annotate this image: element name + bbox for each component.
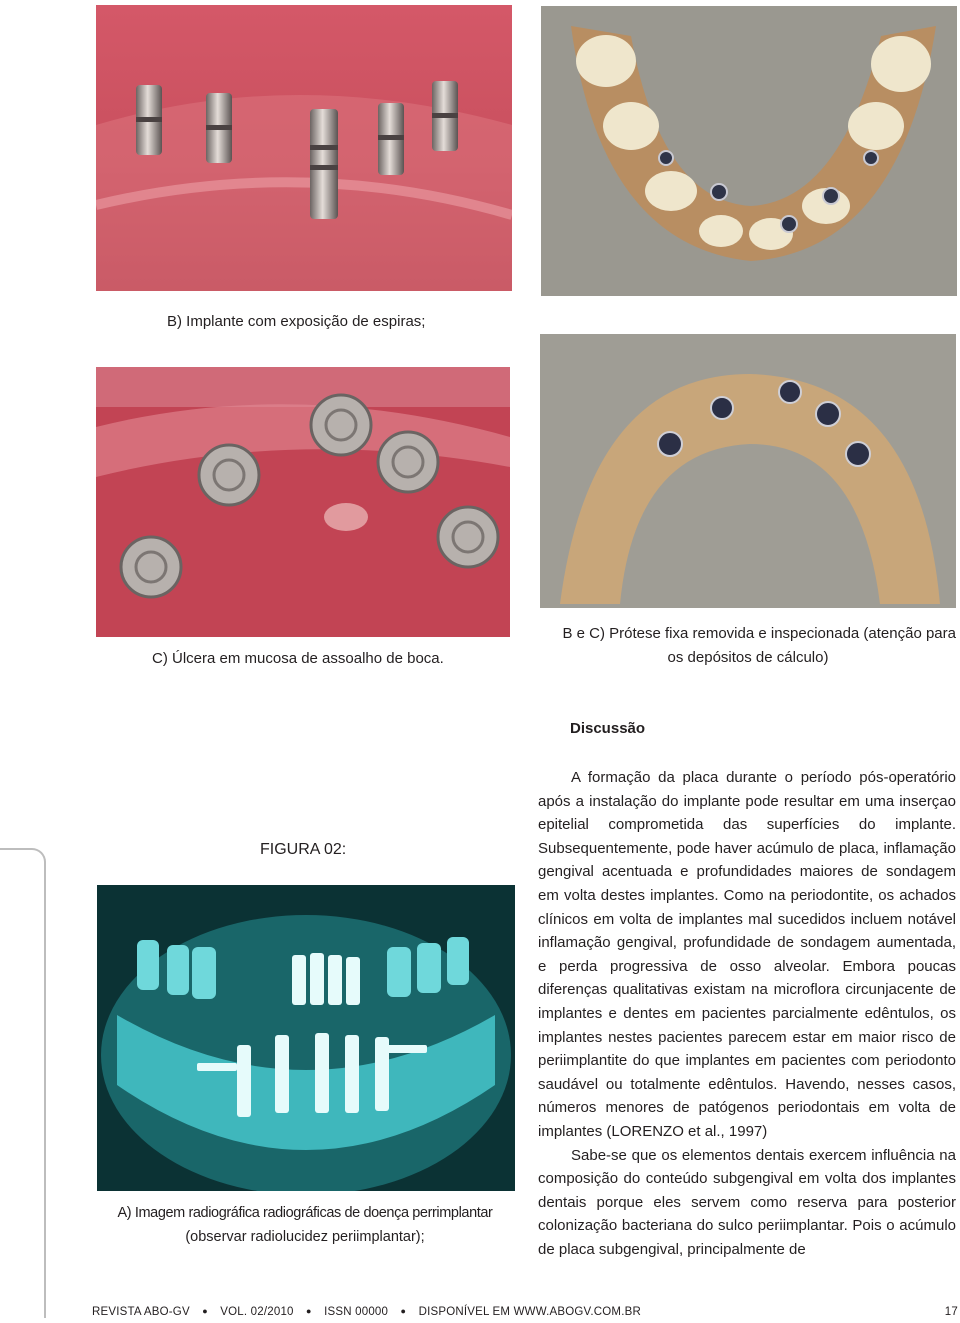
caption-a-radiograph-line2: (observar radiolucidez periimplantar);	[185, 1229, 425, 1245]
footer-available: DISPONÍVEL EM WWW.ABOGV.COM.BR	[418, 1306, 641, 1318]
photo-prosthesis-bottom	[540, 334, 956, 608]
photo-ulcer	[96, 367, 510, 637]
caption-bc-prosthesis-line2: os depósitos de cálculo)	[667, 649, 829, 666]
footer-volume: VOL. 02/2010	[220, 1306, 294, 1318]
footer-separator: ●	[306, 1306, 312, 1316]
footer-issn: ISSN 00000	[324, 1306, 389, 1318]
caption-bc-prosthesis-line1: B e C) Prótese fixa removida e inspecionada (atenção para	[562, 625, 956, 642]
discussion-paragraph-1: A formação da placa durante o período pós-operatório após a instalação do implante pode resultar em uma inserçao epitelial comprometida das superfícies do implante. Subsequentemente, pode haver acúmulo de placa, inflamação gengival acentuada e profundidades maiores de sondagem em volta destes implantes. Como na periodontite, os achados clínicos em volta de implantes mal sucedidos incluem notável inflamação gengival, profundidade de sondagem aumentada, e perda progressiva de osso alveolar. Embora poucas diferenças qualitativas existam na microflora circunjacente de implantes e dentes em pacientes parcialmente edêntulos, os implantes nestes pacientes parecem estar em maior risco de periimplantite do que implantes em pacientes com periodonto saudável ou totalmente edêntulos. Havendo, nesses casos, números menores de patógenos periodontais em volta de implantes (LORENZO et al., 1997)	[538, 769, 956, 1140]
page-number: 17	[944, 1306, 958, 1318]
section-heading: Discussão	[570, 720, 646, 737]
discussion-paragraph-2: Sabe-se que os elementos dentais exercem influência na composição do conteúdo subgengival em volta dos implantes dentais porque eles servem como reserva para posterior colonização bacteriana do sulco periimplantar. Pois o acúmulo de placa subgengival, principalmente de	[538, 1146, 956, 1258]
footer-separator: ●	[202, 1306, 208, 1316]
decorative-bracket	[0, 848, 46, 1318]
page-footer	[92, 1306, 958, 1322]
photo-implant-abutments	[96, 5, 512, 291]
footer-journal: REVISTA ABO-GV	[92, 1306, 190, 1318]
discussion-body	[538, 766, 956, 1261]
footer-separator: ●	[400, 1306, 407, 1316]
figure-title: FIGURA 02:	[260, 841, 347, 858]
caption-b-implant: B) Implante com exposição de espiras;	[167, 313, 426, 330]
photo-panoramic-radiograph	[97, 885, 515, 1191]
caption-a-radiograph-line1: A) Imagem radiográfica radiográficas de doença perrimplantar	[117, 1205, 493, 1221]
photo-prosthesis-top	[541, 6, 957, 296]
caption-c-ulcer: C) Úlcera em mucosa de assoalho de boca.	[152, 650, 444, 667]
